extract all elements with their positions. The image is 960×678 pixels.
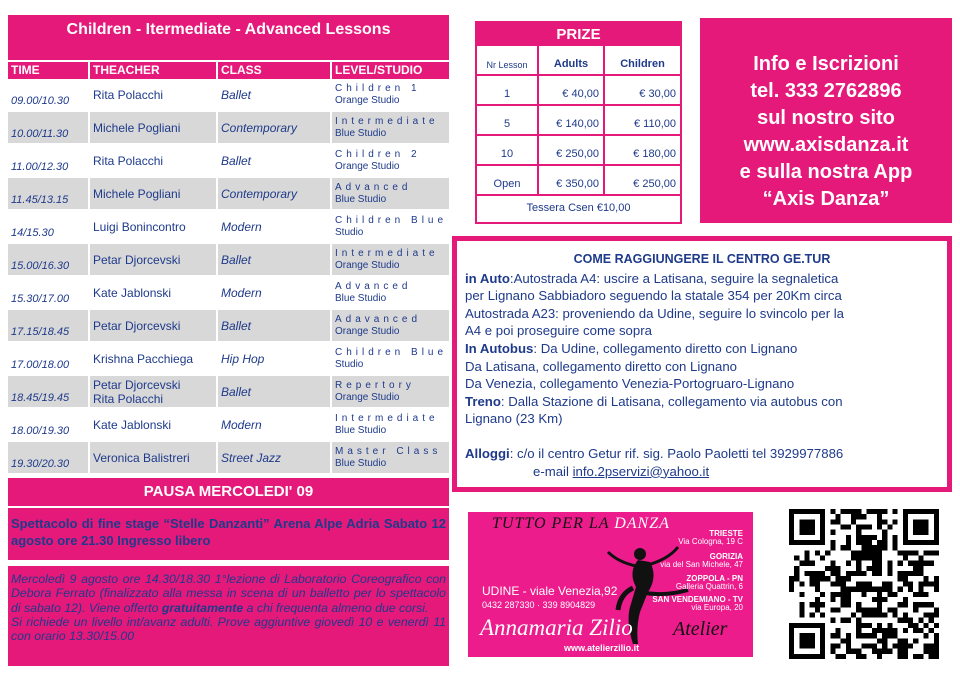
row-teacher bbox=[88, 442, 216, 473]
prize-row bbox=[477, 76, 680, 106]
row-class: Ballet bbox=[216, 310, 330, 341]
row-teacher-name: Veronica Balistreri bbox=[93, 450, 190, 465]
ad-udine: UDINE - viale Venezia,92 bbox=[482, 584, 618, 598]
prize-adults: € 140,00 bbox=[537, 106, 603, 134]
prize-nr: 1 bbox=[503, 88, 511, 100]
row-level-name: Master Class bbox=[335, 445, 442, 457]
row-teacher-name: Kate Jablonski bbox=[93, 285, 172, 300]
prize-nr: 10 bbox=[500, 148, 514, 160]
directions-title: COME RAGGIUNGERE IL CENTRO GE.TUR bbox=[573, 252, 831, 266]
row-time: 11.45/13.15 bbox=[11, 193, 69, 206]
info-line-5: e sulla nostra App bbox=[739, 161, 913, 183]
row-time: 11.00/12.30 bbox=[11, 160, 69, 173]
train-text-2: Lignano (23 Km) bbox=[465, 411, 563, 427]
table-row bbox=[8, 409, 449, 442]
ad-trieste: TRIESTE bbox=[709, 529, 743, 538]
row-time: 18.00/19.30 bbox=[11, 424, 70, 437]
row-level-name: Adavanced bbox=[335, 313, 422, 325]
ad-tel: 0432 287330 · 339 8904829 bbox=[482, 600, 596, 610]
row-level bbox=[330, 310, 449, 341]
row-studio: Blue Studio bbox=[335, 457, 387, 469]
row-time: 17.00/18.00 bbox=[11, 358, 70, 371]
email-link[interactable]: info.2pservizi@yahoo.it bbox=[572, 463, 710, 479]
lab-bold: gratuitamente bbox=[161, 600, 244, 615]
prize-adults: € 350,00 bbox=[537, 166, 603, 194]
row-level bbox=[330, 145, 449, 176]
row-level bbox=[330, 376, 449, 407]
row-level-name: Children Blue bbox=[335, 346, 448, 358]
row-level-name: Children Blue bbox=[335, 214, 448, 226]
table-row bbox=[8, 211, 449, 244]
row-teacher bbox=[88, 211, 216, 242]
row-studio: Blue Studio bbox=[335, 193, 387, 205]
atelier-ad bbox=[468, 512, 753, 657]
info-app: “Axis Danza” bbox=[762, 188, 890, 210]
row-time: 15.30/17.00 bbox=[11, 292, 70, 305]
info-line-1: Info e Iscrizioni bbox=[753, 53, 899, 75]
header-level: LEVEL/STUDIO bbox=[330, 62, 449, 79]
row-level bbox=[330, 244, 449, 275]
row-level-name: Intermediate bbox=[335, 247, 439, 259]
ad-zoppola: ZOPPOLA - PN bbox=[686, 574, 743, 583]
prize-children: € 30,00 bbox=[603, 76, 680, 104]
row-level bbox=[330, 178, 449, 209]
row-level-name: Intermediate bbox=[335, 115, 439, 127]
row-teacher-name: Petar Djorcevski bbox=[93, 252, 181, 267]
row-level-name: Intermediate bbox=[335, 412, 439, 424]
row-teacher bbox=[88, 112, 216, 143]
schedule-rows bbox=[8, 79, 449, 475]
row-teacher-name: Rita Polacchi bbox=[93, 153, 164, 168]
pausa-banner: PAUSA MERCOLEDI' 09 bbox=[8, 478, 449, 506]
row-level bbox=[330, 79, 449, 110]
row-studio: Orange Studio bbox=[335, 391, 400, 403]
row-class: Contemporary bbox=[216, 178, 330, 209]
row-teacher bbox=[88, 178, 216, 209]
prize-adults: € 40,00 bbox=[537, 76, 603, 104]
header-time: TIME bbox=[11, 63, 40, 77]
row-time: 19.30/20.30 bbox=[11, 457, 70, 470]
prize-title: PRIZE bbox=[477, 23, 680, 46]
train-label: Treno bbox=[465, 393, 501, 409]
tessera-note: Tessera Csen €10,00 bbox=[526, 202, 631, 214]
lab-text-1: Mercoledì 9 agosto ore 14.30/18.30 1°lezione di Laboratorio Coreografico con Debora Ferrato (finalizzato alla messa in scena di un balletto per lo spettacolo di sabato 12). Viene offerto bbox=[11, 572, 446, 615]
row-studio: Studio bbox=[335, 358, 364, 370]
row-teacher bbox=[88, 79, 216, 110]
ad-gorizia: GORIZIA bbox=[709, 552, 743, 561]
ad-gorizia-addr: via del San Michele, 47 bbox=[660, 560, 743, 569]
auto-text-2: per Lignano Sabbiadoro seguendo la statale 354 per 20Km circa bbox=[465, 288, 842, 304]
row-time: 09.00/10.30 bbox=[11, 94, 70, 107]
row-time: 18.45/19.45 bbox=[11, 391, 70, 404]
row-class: Contemporary bbox=[216, 112, 330, 143]
row-class: Modern bbox=[216, 277, 330, 308]
auto-label: in Auto bbox=[465, 270, 510, 286]
row-level-name: Children 2 bbox=[335, 148, 421, 160]
schedule-header-row bbox=[8, 62, 449, 79]
train-text-1: : Dalla Stazione di Latisana, collegamento via autobus con bbox=[500, 393, 843, 409]
table-row bbox=[8, 79, 449, 112]
auto-text-4: A4 e poi proseguire come sopra bbox=[465, 323, 652, 339]
row-teacher-name: Rita Polacchi bbox=[93, 87, 164, 102]
ad-trieste-addr: Via Cologna, 19 C bbox=[678, 537, 743, 546]
schedule-title: Children - Itermediate - Advanced Lessons bbox=[8, 15, 449, 62]
prize-table bbox=[475, 21, 682, 224]
show-announcement: Spettacolo di fine stage “Stelle Danzanti” Arena Alpe Adria Sabato 12 agosto ore 21.30 Ingresso libero bbox=[8, 506, 449, 560]
row-level-name: Advanced bbox=[335, 280, 412, 292]
info-line-3: sul nostro sito bbox=[757, 107, 895, 129]
ad-atelier: Atelier bbox=[673, 618, 728, 640]
table-row bbox=[8, 376, 449, 409]
table-row bbox=[8, 442, 449, 475]
prize-header-nr: Nr Lesson bbox=[486, 60, 528, 70]
header-class: CLASS bbox=[216, 62, 330, 79]
row-class: Street Jazz bbox=[216, 442, 330, 473]
table-row bbox=[8, 310, 449, 343]
row-class: Ballet bbox=[216, 79, 330, 110]
table-row bbox=[8, 112, 449, 145]
schedule-table bbox=[8, 15, 449, 475]
row-level-name: Repertory bbox=[335, 379, 415, 391]
row-teacher bbox=[88, 277, 216, 308]
lab-text-2: a chi frequenta almeno due corsi. bbox=[243, 600, 429, 615]
lab-text-3: Si richiede un livello int/avanz adulti. Prove aggiuntive giovedì 10 e venerdì 11 con orario 13.30/15.00 bbox=[11, 614, 446, 644]
row-level bbox=[330, 277, 449, 308]
row-teacher bbox=[88, 310, 216, 341]
row-time: 15.00/16.30 bbox=[11, 259, 70, 272]
row-studio: Orange Studio bbox=[335, 160, 400, 172]
prize-row bbox=[477, 136, 680, 166]
row-studio: Orange Studio bbox=[335, 259, 400, 271]
prize-rows bbox=[477, 76, 680, 196]
row-studio: Blue Studio bbox=[335, 424, 387, 436]
qr-code-icon[interactable] bbox=[789, 509, 939, 659]
row-teacher-name: Petar Djorcevski bbox=[93, 318, 181, 333]
row-time: 14/15.30 bbox=[11, 226, 54, 239]
row-level bbox=[330, 343, 449, 374]
prize-row bbox=[477, 166, 680, 196]
row-class: Ballet bbox=[216, 376, 330, 407]
email-label: e-mail bbox=[533, 463, 573, 479]
row-level bbox=[330, 112, 449, 143]
ad-name: Annamaria Zilio bbox=[480, 615, 633, 640]
row-studio: Blue Studio bbox=[335, 127, 387, 139]
row-teacher-name: Luigi Bonincontro bbox=[93, 219, 186, 234]
row-teacher bbox=[88, 145, 216, 176]
prize-header-children: Children bbox=[603, 46, 680, 74]
ad-website[interactable]: www.atelierzilio.it bbox=[564, 643, 640, 653]
row-teacher bbox=[88, 244, 216, 275]
prize-children: € 250,00 bbox=[603, 166, 680, 194]
row-level bbox=[330, 442, 449, 473]
header-teacher: THEACHER bbox=[88, 62, 216, 79]
table-row bbox=[8, 145, 449, 178]
prize-nr: Open bbox=[493, 178, 521, 190]
ad-zoppola-addr: Galleria Quattrin, 6 bbox=[675, 582, 743, 591]
table-row bbox=[8, 244, 449, 277]
row-level bbox=[330, 409, 449, 440]
row-studio: Studio bbox=[335, 226, 364, 238]
bus-text-3: Da Venezia, collegamento Venezia-Portogruaro-Lignano bbox=[465, 376, 795, 392]
lab-announcement bbox=[8, 562, 449, 666]
auto-text-1: :Autostrada A4: uscire a Latisana, seguire la segnaletica bbox=[509, 270, 839, 286]
row-teacher-name: Kate Jablonski bbox=[93, 417, 172, 432]
table-row bbox=[8, 178, 449, 211]
prize-header-row bbox=[477, 46, 680, 76]
row-level-name: Advanced bbox=[335, 181, 412, 193]
row-time: 17.15/18.45 bbox=[11, 325, 70, 338]
bus-text-1: : Da Udine, collegamento diretto con Lignano bbox=[533, 340, 798, 356]
prize-header-adults: Adults bbox=[537, 46, 603, 74]
row-teacher-name: Michele Pogliani bbox=[93, 186, 181, 201]
auto-text-3: Autostrada A23: proveniendo da Udine, seguire lo svincolo per la bbox=[465, 305, 845, 321]
row-level-name: Children 1 bbox=[335, 82, 421, 94]
info-website: www.axisdanza.it bbox=[743, 134, 909, 156]
alloggi-label: Alloggi bbox=[465, 445, 510, 461]
row-class: Hip Hop bbox=[216, 343, 330, 374]
prize-nr: 5 bbox=[503, 118, 511, 130]
row-time: 10.00/11.30 bbox=[11, 127, 69, 140]
bus-label: In Autobus bbox=[465, 340, 534, 356]
row-teacher bbox=[88, 343, 216, 374]
ad-title bbox=[492, 515, 670, 533]
info-box bbox=[700, 18, 952, 223]
prize-children: € 110,00 bbox=[603, 106, 680, 134]
row-teacher-name: Krishna Pacchiega bbox=[93, 351, 194, 366]
row-teacher-name: Michele Pogliani bbox=[93, 120, 181, 135]
directions-box bbox=[452, 236, 952, 492]
row-teacher bbox=[88, 376, 216, 407]
table-row bbox=[8, 343, 449, 376]
row-level bbox=[330, 211, 449, 242]
row-studio: Orange Studio bbox=[335, 325, 400, 337]
row-class: Ballet bbox=[216, 145, 330, 176]
info-phone: tel. 333 2762896 bbox=[750, 80, 902, 102]
ad-title-black: TUTTO PER LA bbox=[492, 515, 615, 532]
ad-title-white: DANZA bbox=[614, 515, 670, 532]
ad-sanvend: SAN VENDEMIANO - TV bbox=[652, 595, 743, 604]
row-teacher-name: Petar Djorcevski bbox=[93, 377, 181, 392]
prize-children: € 180,00 bbox=[603, 136, 680, 164]
row-class: Modern bbox=[216, 211, 330, 242]
ad-sanvend-addr: via Europa, 20 bbox=[691, 603, 743, 612]
row-studio: Blue Studio bbox=[335, 292, 387, 304]
bus-text-2: Da Latisana, collegamento diretto con Lignano bbox=[465, 358, 737, 374]
prize-row bbox=[477, 106, 680, 136]
alloggi-text: : c/o il centro Getur rif. sig. Paolo Paoletti tel 3929977886 bbox=[509, 445, 844, 461]
row-studio: Orange Studio bbox=[335, 94, 400, 106]
prize-adults: € 250,00 bbox=[537, 136, 603, 164]
row-teacher-name-2: Rita Polacchi bbox=[93, 391, 164, 406]
row-class: Ballet bbox=[216, 244, 330, 275]
row-class: Modern bbox=[216, 409, 330, 440]
row-teacher bbox=[88, 409, 216, 440]
table-row bbox=[8, 277, 449, 310]
